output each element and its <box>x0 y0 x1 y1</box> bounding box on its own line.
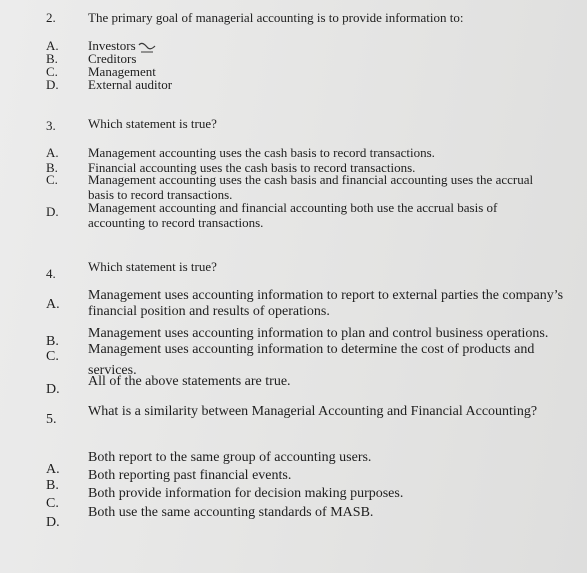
option-text-continued: financial position and results of operations. <box>88 304 330 319</box>
option-letter: D. <box>46 77 59 92</box>
option-text: Management accounting uses the cash basis and financial accounting uses the accrual <box>88 172 534 187</box>
option-letter: C. <box>46 64 58 79</box>
option-letter: C. <box>46 172 58 187</box>
option-letter: A. <box>46 297 60 312</box>
question-number: 5. <box>46 412 57 427</box>
option-text-continued: services. <box>88 363 137 378</box>
question-text: The primary goal of managerial accounting is to provide information to: <box>88 10 464 25</box>
option-text: Both provide information for decision making purposes. <box>88 486 404 501</box>
question-text: What is a similarity between Managerial Accounting and Financial Accounting? <box>88 404 538 419</box>
option-text: Management uses accounting information to plan and control business operations. <box>88 326 549 341</box>
question-text: Which statement is true? <box>88 116 217 131</box>
option-text: Management accounting and financial accounting both use the accrual basis of <box>88 200 498 215</box>
question-text: Which statement is true? <box>88 259 217 274</box>
option-letter: C. <box>46 496 59 511</box>
option-text-continued: accounting to record transactions. <box>88 215 264 230</box>
option-text: Creditors <box>88 51 137 66</box>
option-text: Investors <box>88 38 136 53</box>
option-text: Both report to the same group of accounting users. <box>88 450 372 465</box>
option-text: External auditor <box>88 77 173 92</box>
option-text: Management accounting uses the cash basis to record transactions. <box>88 145 435 160</box>
option-text: Management uses accounting information to report to external parties the company’s <box>88 288 564 303</box>
option-text: Both use the same accounting standards of MASB. <box>88 505 374 520</box>
option-letter: B. <box>46 160 58 175</box>
option-letter: D. <box>46 382 60 397</box>
question-number: 3. <box>46 118 56 133</box>
option-text: Management <box>88 64 156 79</box>
pencil-tick-mark-icon <box>138 42 158 54</box>
option-letter: B. <box>46 334 59 349</box>
option-text-continued: basis to record transactions. <box>88 187 233 202</box>
question-number: 4. <box>46 266 56 281</box>
option-text: Financial accounting uses the cash basis to record transactions. <box>88 160 416 175</box>
option-text: Management uses accounting information to determine the cost of products and <box>88 342 535 357</box>
option-letter: A. <box>46 145 59 160</box>
option-letter: C. <box>46 349 59 364</box>
question-number: 2. <box>46 10 56 25</box>
option-letter: B. <box>46 51 58 66</box>
option-letter: D. <box>46 204 59 219</box>
option-letter: D. <box>46 515 60 530</box>
option-letter: A. <box>46 38 59 53</box>
option-letter: A. <box>46 462 60 477</box>
option-letter: B. <box>46 478 59 493</box>
option-text: Both reporting past financial events. <box>88 468 292 483</box>
option-text: All of the above statements are true. <box>88 374 291 389</box>
